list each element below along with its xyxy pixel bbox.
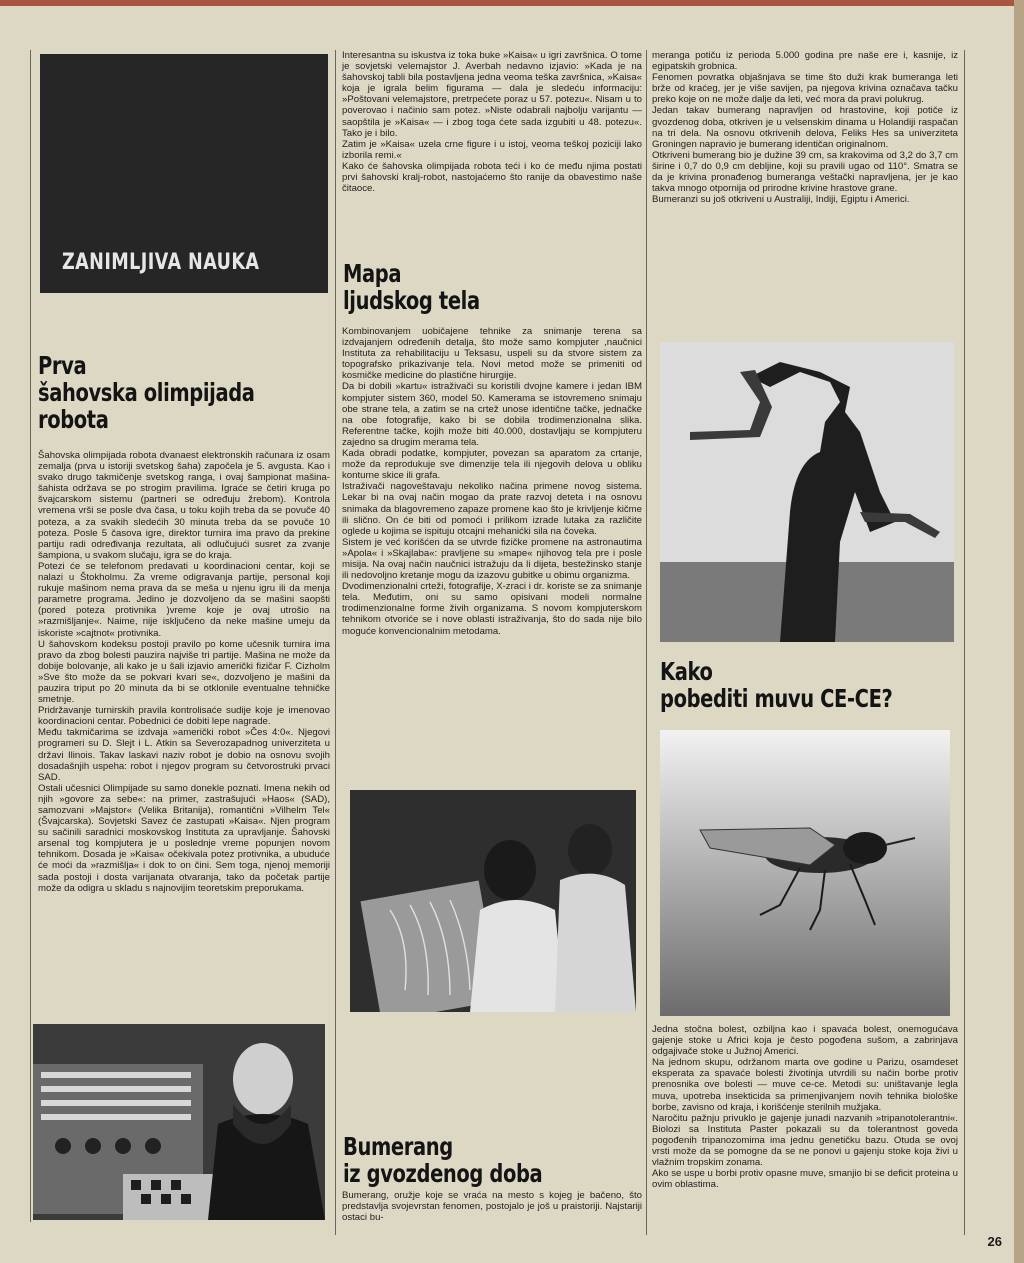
article1-headline: Prva šahovska olimpijada robota: [38, 351, 255, 434]
chess-computer-photo: [33, 1024, 325, 1220]
boomerang-continuation: meranga potiču iz perioda 5.000 godina pre naše ere i, kasnije, iz egipatskih grobnica. Fenomen povratka objašnjava se time što duži krak bumeranga leti brže od kraćeg, jer je više savijen, pa njegova krivina označava tačku preko koje on ne može dalje da leti, već mora da pravi polukrug. Jedan takav bumerang napravljen od hrastovine, koji potiče iz gvozdenog doba, otkriven je u velsenskim dinama u Holandiji raspačan na tri dela. Na osnovu otkrivenih delova, Feliks Hes sa univerziteta Groningen napravio je bumerang identičan originalnom. Otkriveni bumerang bio je dužine 39 cm, sa krakovima od 3,2 do 3,7 cm širine i 0,7 do 0,9 cm debljine, koji su pravili ugao od 110°. Smatra se da je krivina pronađenog bumeranga veštački napravljena, jer je kao takva mnogo otpornija od prirodne krivine hrastove grane. Bumeranzi su još otkriveni u Australiji, Indiji, Egiptu i Americi.: [652, 50, 958, 206]
column-rule-1: [335, 50, 336, 1235]
page-edge-top: [0, 0, 1024, 6]
article1-body: Šahovska olimpijada robota dvanaest elektronskih računara iz osam zemalja (prva u istoriji svetskog šaha) započela je 5. avgusta. Kao i svako drugo takmičenje svetskog ranga, i ovaj šampionat mašina-šahista održava se po strogim pravilima. Igraće se četiri kruga po švajcarskom sistemu (partneri se određuju žrebom). Kontrola vremena vrši se posle dva časa, u toku kojih treba da se povuče 40 poteza, a za svakih sledećih 30 minuta treba da se povuče 10 poteza. Posle 5 časova igre, direktor turnira ima pravo da prekine partiju radi određivanja rezultata, ali odlučujući susret za zvanje šampiona, u svakom slučaju, igra se do kraja. Potezi će se telefonom predavati u koordinacioni centar, koji se nalazi u Štokholmu. Za vreme odigravanja partije, personal koji rukuje mašinom nema prava da se meša u njenu igru ili da menja parametre programa. Jedino je dozvoljeno da se mašini saopšti (pored poteza protivnika )vreme koje je ovaj utrošio na »razmišljanje«. Naime, nije isključeno da neke mašine umeju da iskoriste »cajtnot« protivnika. U šahovskom kodeksu postoji pravilo po kome učesnik turnira ima pravo da zbog bolesti pauzira najviše tri partije. Mašina ne može da dobije bolovanje, ali kako je u šali izjavio američki fizičar F. Cizholm »Sve što može da se pokvari kvari se«, dozvoljeno je mašini da pauzira triput po 20 minuta da bi se otklonile eventualne tehničke smetnje. Pridržavanje turnirskih pravila kontrolisaće sudije koje je imenovao koordinacioni centar. Pobednici će dobiti lepe nagrade. Među takmičarima se izdvaja »američki robot »Čes 4:0«. Njegovi programeri su D. Slejt i L. Atkin sa Severozapadnog univerziteta u državi Ilinois. Takav laskavi naziv robot je dobio na osnovu svojih dosadašnjih uspeha: robot i njegov program su četvorostruki prvaci SAD. Ostali učesnici Olimpijade su samo donekle poznati. Imena nekih od njih »govore za sebe«: na primer, zastrašujući »Haos« (SAD), samozvani »Majstor« (Velika Britanija), romantični »Vilhelm Tel« (Švajcarska). Sovjetski Savez će zastupati »Kaisa«. Njen program su sačinili saradnici moskovskog Instituta za upravljanje. Šahovski arsenal tog kompjutera je u poslednje vreme popunjen novom tehnikom. Dosada je »Kaisa« očekivala potez protivnika, a ubuduće će moći da »razmišlja« i dok to on čini. Sem toga, njenoj memoriji sada postoji i dosta varijanata otvaranja, tako da početak partije može da odigra u skladu s najnovijim teoretskim preporukama.: [38, 450, 330, 894]
article2-headline: Mapa ljudskog tela: [343, 259, 480, 315]
article3-headline: Bumerang iz gvozdenog doba: [343, 1132, 543, 1188]
section-banner: [40, 54, 328, 293]
column-rule-right: [964, 50, 965, 1235]
column2-top: [342, 50, 642, 194]
boomerang-thrower-photo: [660, 342, 954, 642]
column-rule-2: [646, 50, 647, 1235]
column3-top: [652, 50, 958, 205]
article4-headline: Kako pobediti muvu CE-CE?: [660, 657, 893, 713]
article3-column: [342, 1190, 642, 1223]
body-map-photo: [350, 790, 636, 1012]
tsetse-fly-photo: [660, 730, 950, 1016]
article4-body: Jedna stočna bolest, ozbiljna kao i spavaća bolest, onemogućava gajenje stoke u Africi koja je često pogođena sušom, a zabrinjava odgajivače stoke u Južnoj Americi. Na jednom skupu, održanom marta ove godine u Parizu, osamdeset eksperata za spavaće bolesti životinja utvrdili su način borbe protiv prenosnika ove bolesti — muve ce-ce. Metodi su: uništavanje legla muva, upotreba insekticida sa primenjivanjem novih tehnika biološke borbe, zavisno od kraja, i korišćenje sterilnih mužjaka. Naročitu pažnju privuklo je gajenje junadi nazvanih »tripanotolerantni«. Biolozi sa Instituta Paster pokazali su da tolerantnost goveda pogođenih tripanozomima ima jednu genetičku bazu. Otuda se ovoj vrsti može da se pomogne da se ne ponovi u gajenju stoke koja živi u vlažnim tropskim zonama. Ako se uspe u borbi protiv opasne muve, smanjio bi se deficit proteina u ovim oblastima.: [652, 1024, 958, 1191]
chess-continuation: Interesantna su iskustva iz toka buke »Kaisa« u igri završnica. O tome je sovjetski velemajstor J. Averbah nedavno izjavio: »Kada je na šahovskoj tabli bila postavljena jedna veoma teška završnica, »Kaisa« koja je igrala belim figurama — dala je sledeću informaciju: »Poštovani velemajstore, pretrpećete poraz u 57. potezu«. Nisam u to poverovao i načinio sam potez. »Niste odabrali najbolju varijantu — saopštila je »Kaisa« — i zbog toga ćete sada izgubiti u 48. potezu«. Tako je i bilo. Zatim je »Kaisa« uzela crne figure i u istoj, veoma teškoj poziciji lako izborila remi.« Kako će šahovska olimpijada robota teći i ko će među njima postati prvi šahovski kralj-robot, nastojaćemo što ranije da obavestimo naše čitaoce.: [342, 50, 642, 195]
page-edge-right: [1014, 0, 1024, 1263]
article1-column: [38, 450, 330, 894]
column-rule-left: [30, 50, 31, 1222]
article3-body: Bumerang, oružje koje se vraća na mesto s kojeg je bačeno, što predstavlja svojevrstan fenomen, postojalo je još u praistoriji. Najstariji ostaci bu-: [342, 1190, 642, 1224]
section-title: ZANIMLJIVA NAUKA: [62, 250, 260, 275]
article4-column: [652, 1024, 958, 1190]
article2-column: [342, 326, 642, 637]
article2-body: Kombinovanjem uobičajene tehnike za snimanje terena sa izdvajanjem određenih detalja, što može samo kompjuter ,naučnici Instituta za rehabilitaciju u Teksasu, uspeli su da stvore sistem za topografsko prikazivanje tela. Novi metod može se primeniti od kosmičke medicine do plastične hirurgije. Da bi dobili »kartu« istraživači su koristili dvojne kamere i jedan IBM kompjuter sistem 360, model 50. Kamerama se istovremeno snimaju obe strane tela, a zatim se na crtež unose identične tačke, jednačke na obe fotografije, kako bi se dobila trodimenzionalna slika. Referentne tačke, kojih može biti 40.000, dostavljaju se kompjuteru zajedno sa drugim merama tela. Kada obradi podatke, kompjuter, povezan sa aparatom za crtanje, može da reprodukuje sve dimenzije tela ili njegovih delova u obliku konturne skice ili grafa. Istraživači nagoveštavaju nekoliko načina primene novog sistema. Lekar bi na ovaj način mogao da prate razvoj deteta i na osnovu snimaka da blagovremeno zapaze promene kao što je krivljenje kičme ili slično. On će biti od pomoći i prilikom izrade lutaka za različite oglede u kojima se ispituju otcajni mehanićki sila na čoveka. Sistem je već korišćen da se utvrde fizičke promene na astronautima »Apola« i »Skajlaba«: pravljene su »mape« njihovog tela pre i posle misija. Na ovaj način naučnici istražuju da li dijeta, bestežinsko stanje ili nedovoljno kretanje mogu da izazovu gubitke u obimu organizma. Dvodimenzionalni crteži, fotografije, X-zraci i dr. koriste se za snimanje tela. Međutim, oni su samo opisivani modeli normalne trodimenzionalne forme živih organizama. S novom kompjuterskom tehnikom otvoriće se i nove oblasti istraživanja, što do sada nije bilo moguće konvencionalnim metodama.: [342, 326, 642, 637]
page-number: 26: [987, 1234, 1002, 1249]
